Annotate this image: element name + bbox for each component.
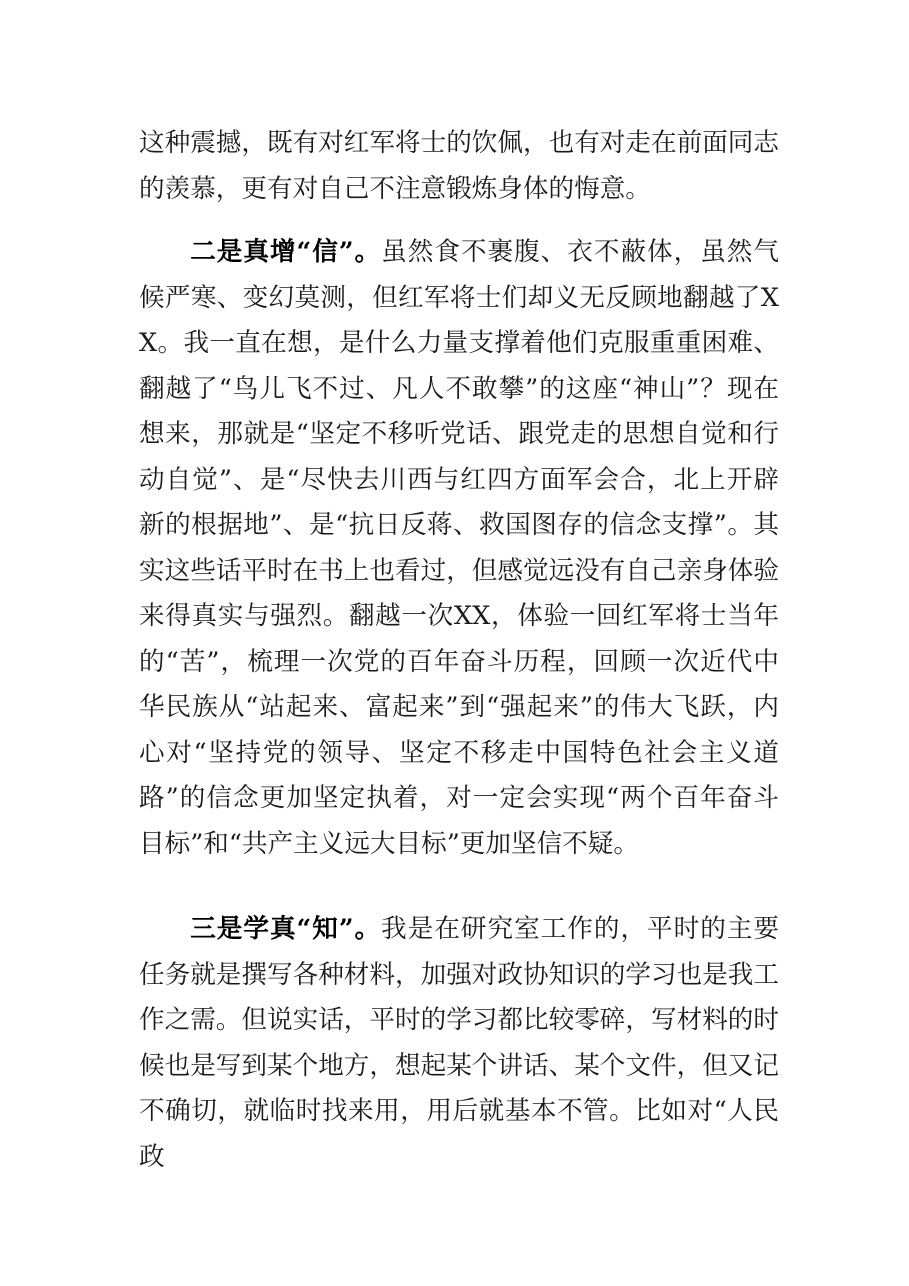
paragraph-3-heading: 三是学真“知”。 <box>190 914 382 944</box>
paragraph-3-body: 我是在研究室工作的，平时的主要任务就是撰写各种材料，加强对政协知识的学习也是我工作之需。但说实话，平时的学习都比较零碎，写材料的时候也是写到某个地方，想起某个讲话、某个文件，但又记不确切，就临时找来用，用后就基本不管。比如对“人民政 <box>139 914 779 1172</box>
paragraph-2-heading: 二是真增“信”。 <box>190 237 382 267</box>
paragraph-1 <box>139 121 779 212</box>
paragraph-1-body: 这种震撼，既有对红军将士的饮佩，也有对走在前面同志的羡慕，更有对自己不注意锻炼身体的悔意。 <box>139 128 779 204</box>
paragraph-2-body: 虽然食不裹腹、衣不蔽体，虽然气候严寒、变幻莫测，但红军将士们却义无反顾地翻越了XX。我一直在想，是什么力量支撑着他们克服重重困难、翻越了“鸟儿飞不过、凡人不敢攀”的这座“神山”？现在想来，那就是“坚定不移听党话、跟党走的思想自觉和行动自觉”、是“尽快去川西与红四方面军会合，北上开辟新的根据地”、是“抗日反蒋、救国图存的信念支撑”。其实这些话平时在书上也看过，但感觉远没有自己亲身体验来得真实与强烈。翻越一次XX，体验一回红军将士当年的“苦”，梳理一次党的百年奋斗历程，回顾一次近代中华民族从“站起来、富起来”到“强起来”的伟大飞跃，内心对“坚持党的领导、坚定不移走中国特色社会主义道路”的信念更加坚定执着，对一定会实现“两个百年奋斗目标”和“共产主义远大目标”更加坚信不疑。 <box>139 237 779 859</box>
paragraph-2 <box>139 230 779 867</box>
paragraph-3 <box>139 907 779 1180</box>
